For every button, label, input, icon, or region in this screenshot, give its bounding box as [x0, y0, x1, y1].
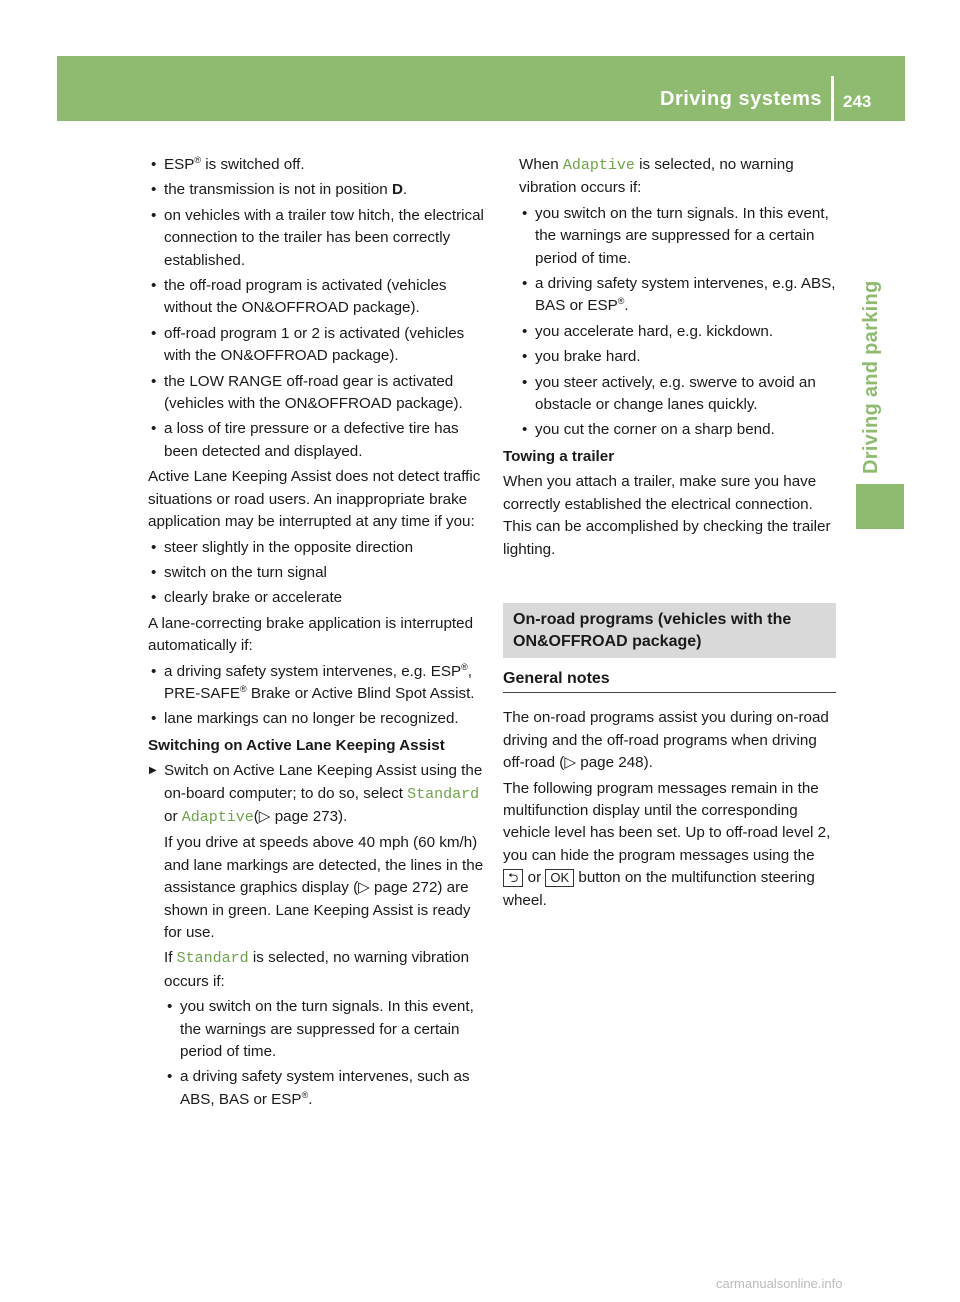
list-item: • you switch on the turn signals. In this event, the warnings are suppressed for a certain period of time.: [164, 996, 484, 1063]
paragraph: If you drive at speeds above 40 mph (60 km/h) and lane markings are detected, the lines in the assistance graphics display (▷ page 272) are shown in green. Lane Keeping Assist is ready for use.: [164, 834, 484, 941]
paragraph: When you attach a trailer, make sure you have correctly established the electrical connection. This can be accomplished by checking the trailer lighting.: [503, 473, 831, 558]
paragraph: The on-road programs assist you during on-road driving and the off-road programs when driving off-road (▷ page 248).: [503, 709, 829, 772]
list-item: • the off-road program is activated (vehicles without the ON&OFFROAD package).: [148, 275, 484, 320]
list-item: • off-road program 1 or 2 is activated (vehicles with the ON&OFFROAD package).: [148, 323, 484, 368]
list-item: • you brake hard.: [519, 346, 836, 368]
menu-option-standard: Standard: [176, 950, 249, 968]
list-item: • a driving safety system intervenes, such as ABS, BAS or ESP®.: [164, 1066, 484, 1111]
right-column: [503, 154, 836, 915]
instruction-step: ▶ Switch on Active Lane Keeping Assist using the on-board computer; to do so, select Standard or Adaptive(▷ page 273).: [148, 760, 484, 829]
menu-option-adaptive: Adaptive: [562, 157, 635, 174]
subsection-heading: Switching on Active Lane Keeping Assist: [148, 736, 445, 754]
paragraph: Active Lane Keeping Assist does not detect traffic situations or road users. An inappropriate brake application may be interrupted at any time if you:: [148, 468, 481, 531]
paragraph: When Adaptive is selected, no warning vibration occurs if:: [519, 156, 794, 197]
page-number: 243: [843, 92, 872, 111]
list-item: • on vehicles with a trailer tow hitch, the electrical connection to the trailer has been correctly established.: [148, 205, 484, 272]
ok-button-icon: OK: [545, 869, 574, 887]
list-item: • you steer actively, e.g. swerve to avoid an obstacle or change lanes quickly.: [519, 372, 836, 417]
list-item: • lane markings can no longer be recognized.: [148, 708, 484, 730]
list-item: • a loss of tire pressure or a defective tire has been detected and displayed.: [148, 418, 484, 463]
paragraph: If Standard is selected, no warning vibration occurs if:: [164, 949, 470, 990]
list-item: • you accelerate hard, e.g. kickdown.: [519, 321, 836, 343]
list-item: • a driving safety system intervenes, e.g. ABS, BAS or ESP®.: [519, 273, 836, 318]
list-item: • clearly brake or accelerate: [148, 587, 484, 609]
list-item: • switch on the turn signal: [148, 562, 484, 584]
watermark-footer: carmanualsonline.info: [716, 1276, 843, 1291]
subsection-heading: General notes: [503, 668, 836, 693]
menu-option-adaptive: Adaptive: [181, 808, 254, 826]
instruction-details: [148, 832, 484, 1111]
back-button-icon: ⮌: [503, 869, 523, 887]
paragraph: A lane-correcting brake application is interrupted automatically if:: [148, 614, 474, 655]
list-item: • steer slightly in the opposite direction: [148, 537, 484, 559]
header-divider: [831, 76, 834, 121]
list-item: • you cut the corner on a sharp bend.: [519, 419, 836, 441]
list-item: • ESP® is switched off.: [148, 154, 484, 176]
list-item: • a driving safety system intervenes, e.g. ESP®, PRE-SAFE® Brake or Active Blind Spot Assist.: [148, 661, 484, 706]
list-item: • the LOW RANGE off-road gear is activated (vehicles with the ON&OFFROAD package).: [148, 371, 484, 416]
menu-option-standard: Standard: [407, 785, 480, 803]
list-item: • the transmission is not in position D.: [148, 179, 484, 201]
list-item: • you switch on the turn signals. In this event, the warnings are suppressed for a certain period of time.: [519, 203, 836, 270]
paragraph: The following program messages remain in the multifunction display until the corresponding vehicle level has been set. Up to off-road level 2, you can hide the program messages using the ⮌ or OK button on the multifunction steering wheel.: [503, 779, 831, 909]
side-tab-label: Driving and parking: [860, 280, 882, 474]
section-heading: On-road programs (vehicles with the ON&OFFROAD package): [503, 603, 836, 658]
page-reference: (▷ page 273).: [253, 807, 348, 825]
subsection-heading: Towing a trailer: [503, 447, 615, 465]
page-section-title: Driving systems: [660, 88, 823, 110]
side-tab-marker: [856, 484, 904, 529]
adaptive-block: [503, 154, 836, 442]
left-column: [148, 154, 484, 1114]
